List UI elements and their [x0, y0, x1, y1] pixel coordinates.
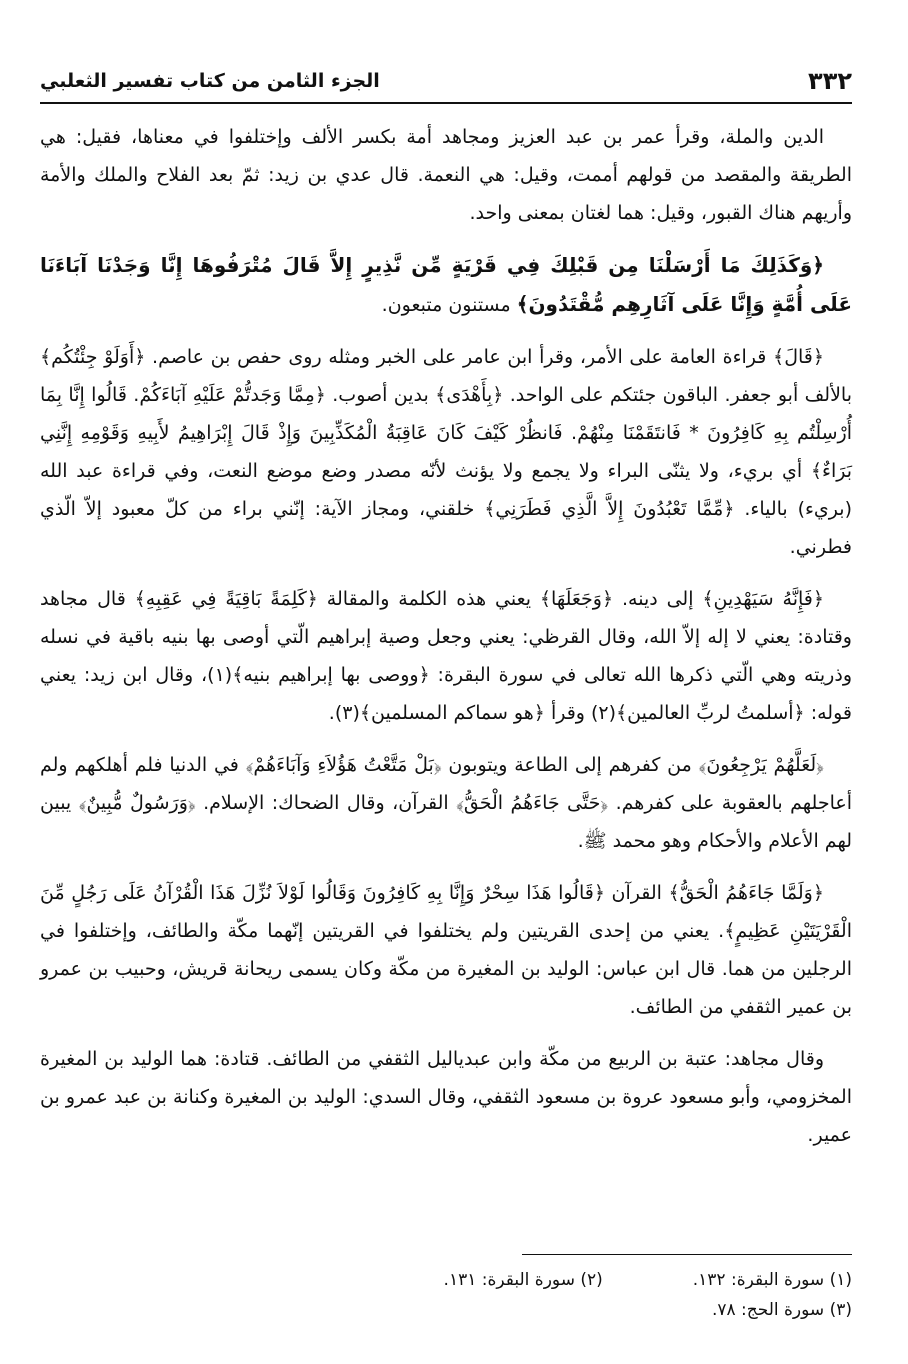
paragraph [40, 338, 852, 566]
paragraph [40, 746, 852, 860]
footnotes [40, 1254, 852, 1325]
page-number: ٣٣٢ [808, 67, 852, 95]
paragraph-text: ﴿قَالَ﴾ قراءة العامة على الأمر، وقرأ ابن عامر على الخبر ومثله روى حفص بن عاصم. ﴿أَوَلَوْ جِئْتُكُم﴾ بالألف أبو جعفر. الباقون جئتكم على الواحد. ﴿بِأَهْدَى﴾ بدين أصوب. ﴿مِمَّا وَجَدتُّمْ عَلَيْهِ آبَاءَكُمْ. قَالُوا إِنَّا بِمَا أُرْسِلْتُم بِهِ كَافِرُونَ * فَانتَقَمْنَا مِنْهُمْ. فَانظُرْ كَيْفَ كَانَ عَاقِبَةُ الْمُكَذِّبِينَ وَإِذْ قَالَ إِبْرَاهِيمُ لأَبِيهِ وَقَوْمِهِ إِنَّنِي بَرَاءٌ﴾ أي بريء، ولا يثنّى البراء ولا يجمع ولا يؤنث لأنّه مصدر وضع موضع النعت، وفي قراءة عبد الله (بريء) بالياء. ﴿مِّمَّا تَعْبُدُونَ إِلاَّ الَّذِي فَطَرَنِي﴾ خلقني، ومجاز الآية: إنّني براء من كلّ معبود إلاّ الّذي فطرني. [40, 346, 852, 558]
paragraph-text: الدين والملة، وقرأ عمر بن عبد العزيز ومجاهد أمة بكسر الألف وإختلفوا في معناها، فقيل: هي الطريقة والمقصد من قولهم أممت، وقيل: هي النعمة. قال عدي بن زيد: ثمّ بعد الفلاح والملك والأمة وأريهم هناك القبور، وقيل: هما لغتان بمعنى واحد. [40, 126, 852, 224]
paragraph [40, 118, 852, 232]
footnote-row [40, 1265, 852, 1295]
paragraph [40, 1040, 852, 1154]
paragraph [40, 246, 852, 324]
page-header [40, 60, 852, 104]
footnote-row [40, 1295, 852, 1325]
footnote-1: (١) سورة البقرة: ١٣٢. [692, 1270, 852, 1290]
running-title: الجزء الثامن من كتاب تفسير الثعلبي [40, 70, 380, 92]
paragraph-text: ﴿لَعَلَّهُمْ يَرْجِعُونَ﴾ من كفرهم إلى الطاعة ويتوبون ﴿بَلْ مَتَّعْتُ هَؤُلاَءِ وَآبَاءَهُمْ﴾ في الدنيا فلم أهلكهم ولم أعاجلهم بالعقوبة على كفرهم. ﴿حَتَّى جَاءَهُمُ الْحَقُّ﴾ القرآن، وقال الضحاك: الإسلام. ﴿وَرَسُولٌ مُّبِينٌ﴾ يبين لهم الأعلام والأحكام وهو محمد ﷺ. [40, 754, 852, 852]
paragraph-text: ﴿فَإِنَّهُ سَيَهْدِينِ﴾ إلى دينه. ﴿وَجَعَلَهَا﴾ يعني هذه الكلمة والمقالة ﴿كَلِمَةً بَاقِيَةً فِي عَقِبِهِ﴾ قال مجاهد وقتادة: يعني لا إله إلاّ الله، وقال القرظي: يعني وجعل وصية إبراهيم الّتي أوصى بها بنيه باقية في نسله وذريته وهي الّتي ذكرها الله تعالى في سورة البقرة: ﴿ووصى بها إبراهيم بنيه﴾(١)، وقال ابن زيد: يعني قوله: ﴿أسلمتُ لربِّ العالمين﴾(٢) وقرأ ﴿هو سماكم المسلمين﴾(٣). [40, 588, 852, 724]
footnote-3: (٣) سورة الحج: ٧٨. [711, 1300, 852, 1320]
footnote-divider [522, 1254, 852, 1255]
paragraph [40, 874, 852, 1026]
quran-verse: ﴿وَكَذَلِكَ مَا أَرْسَلْنَا مِن قَبْلِكَ فِي قَرْيَةٍ مِّن نَّذِيرٍ إِلاَّ قَالَ مُتْرَفُوهَا إِنَّا وَجَدْنَا آبَاءَنَا عَلَى أُمَّةٍ وَإِنَّا عَلَى آثَارِهِم مُّقْتَدُونَ﴾ [40, 253, 852, 316]
paragraph-text: مستنون متبعون. [381, 294, 511, 316]
paragraph-text: وقال مجاهد: عتبة بن الربيع من مكّة وابن عبدياليل الثقفي من الطائف. قتادة: هما الوليد بن المغيرة المخزومي، وأبو مسعود عروة بن مسعود الثقفي، وقال السدي: الوليد بن المغيرة وكنانة بن عبد عمرو بن عمير. [40, 1048, 852, 1146]
page-body [40, 118, 852, 1168]
paragraph [40, 580, 852, 732]
paragraph-text: ﴿وَلَمَّا جَاءَهُمُ الْحَقُّ﴾ القرآن ﴿قَالُوا هَذَا سِحْرٌ وَإِنَّا بِهِ كَافِرُونَ وَقَالُوا لَوْلاَ نُزِّلَ هَذَا الْقُرْآنُ عَلَى رَجُلٍ مِّنَ الْقَرْيَتَيْنِ عَظِيمٍ﴾. يعني من إحدى القريتين ولم يختلفوا في القريتين إنّهما مكّة والطائف، وإختلفوا في الرجلين من هما. قال ابن عباس: الوليد بن المغيرة من مكّة وكان يسمى ريحانة قريش، وحبيب بن عمرو بن عمير الثقفي من الطائف. [40, 882, 852, 1018]
footnote-2: (٢) سورة البقرة: ١٣١. [443, 1270, 603, 1290]
